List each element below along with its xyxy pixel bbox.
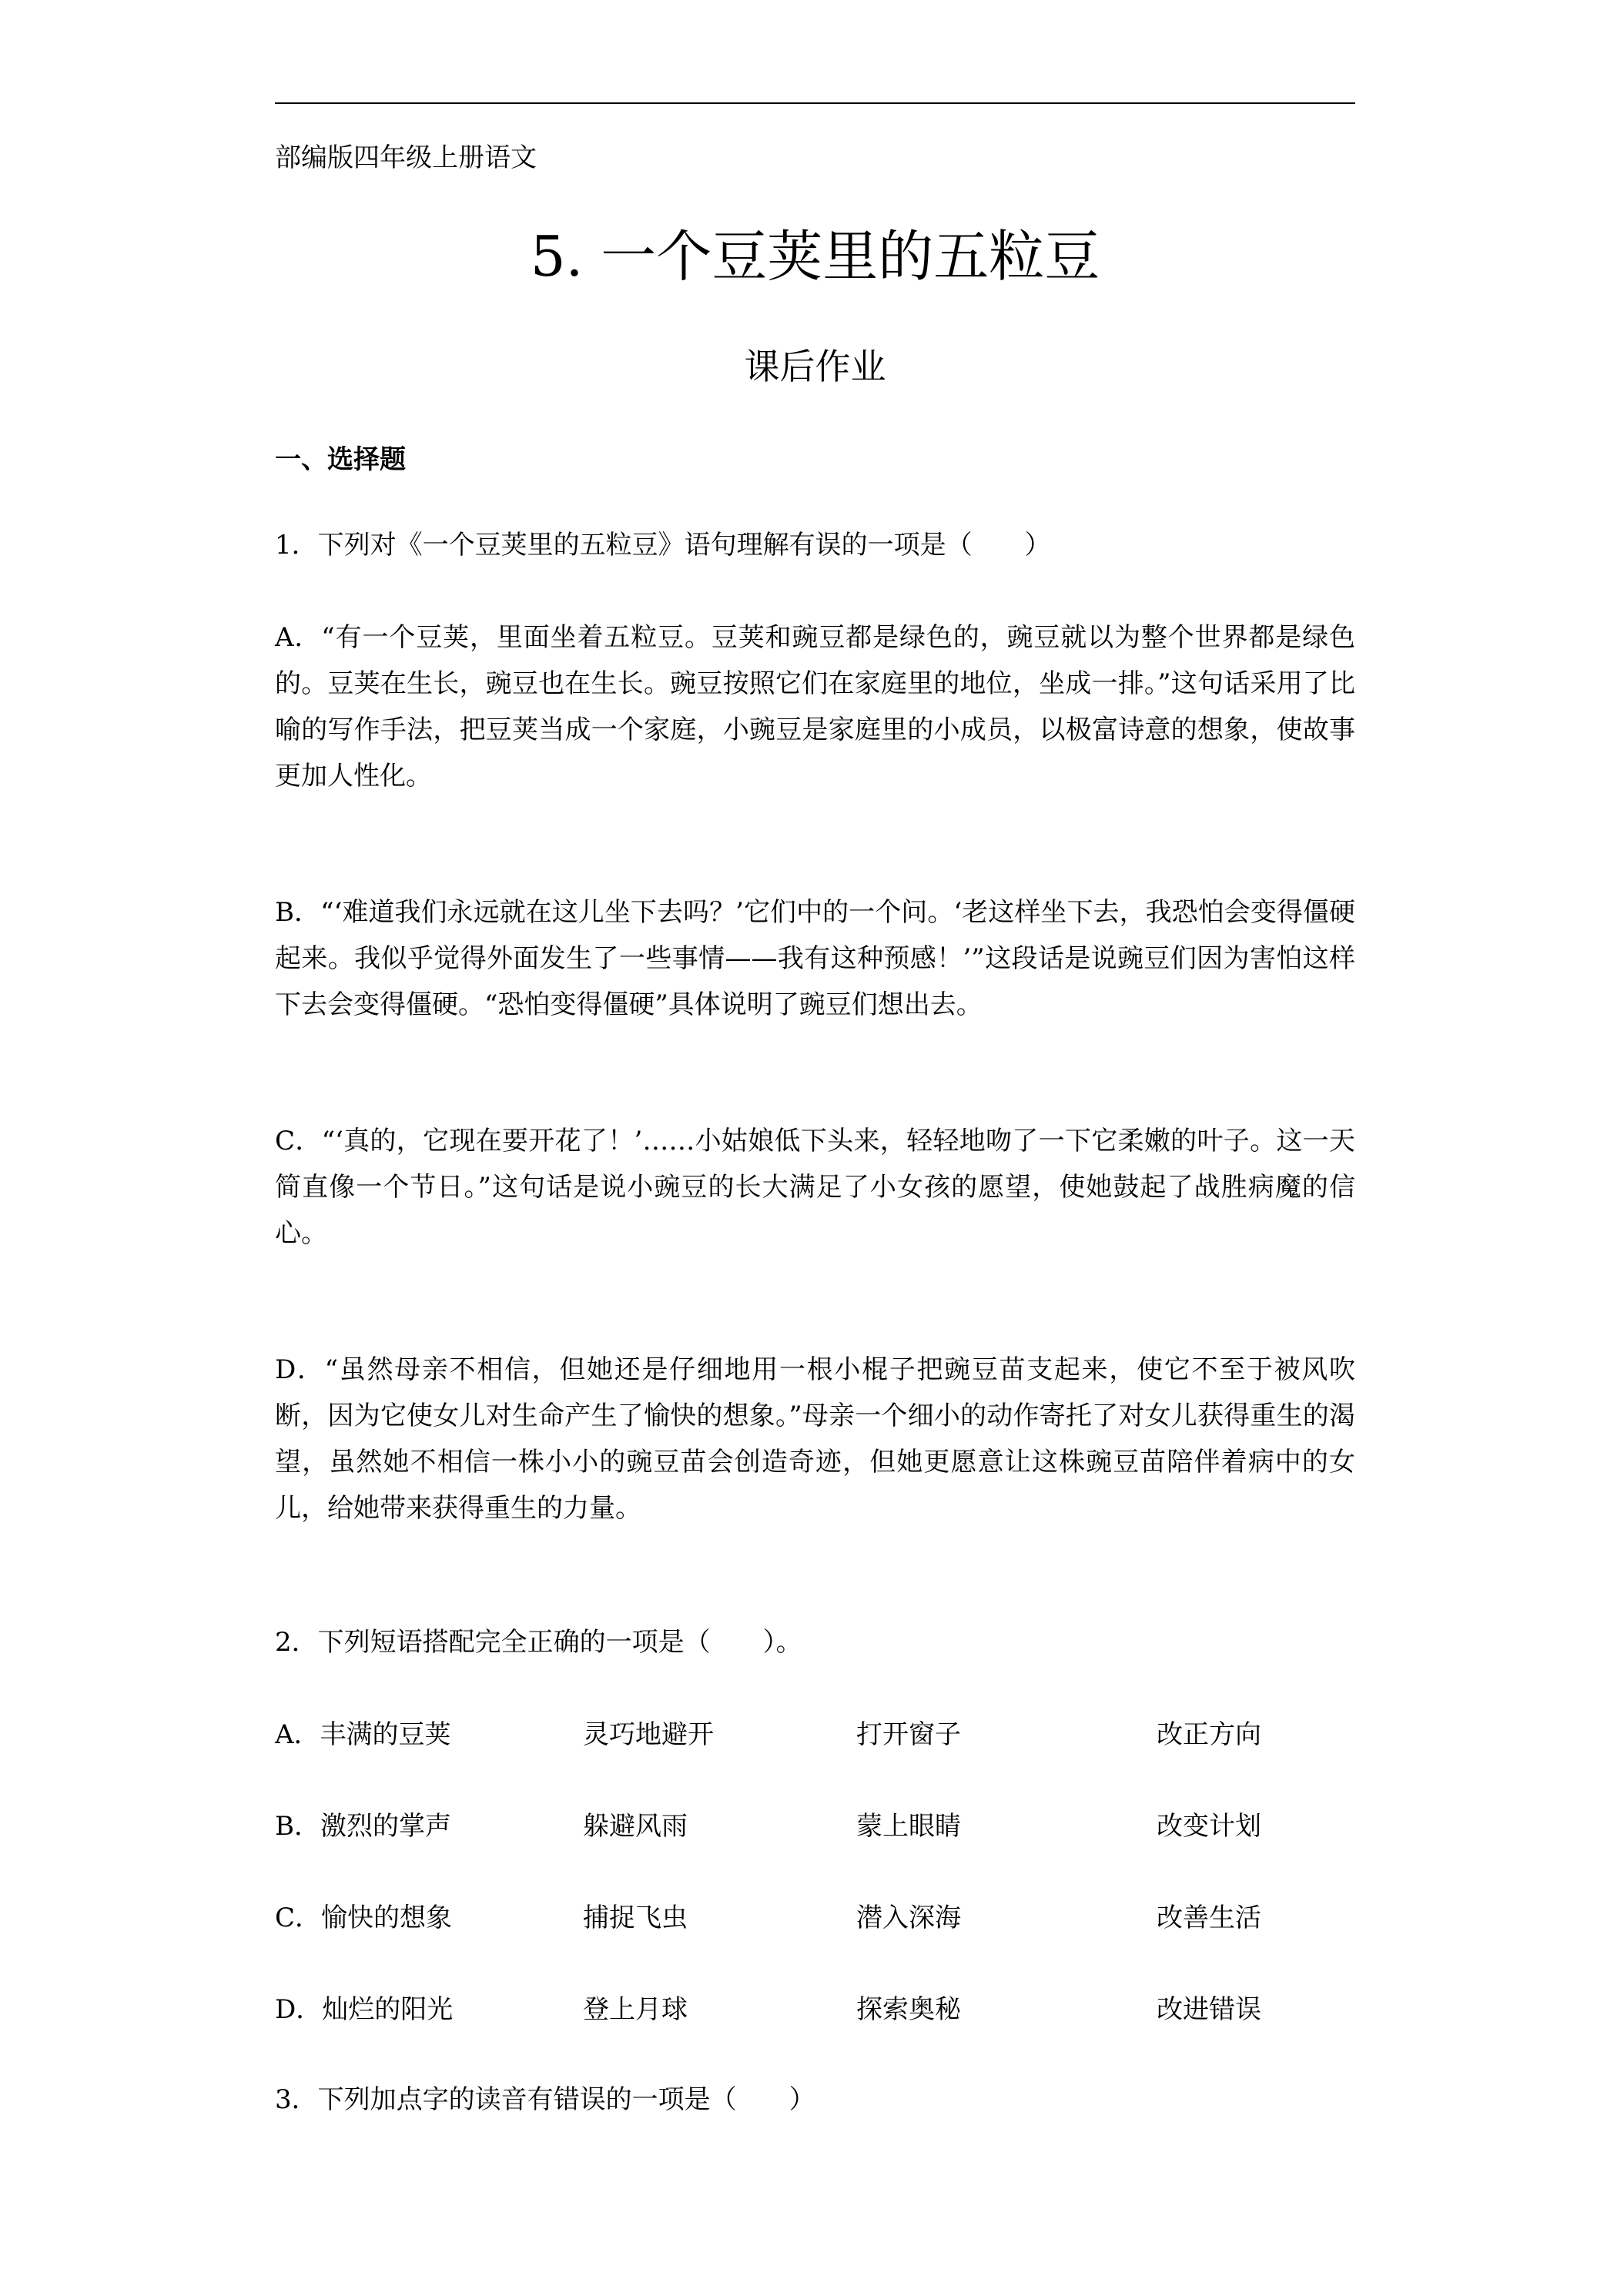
- phrase: 蒙上眼睛: [856, 1811, 961, 1842]
- question-1-option-a: A．“有一个豆荚，里面坐着五粒豆。豆荚和豌豆都是绿色的，豌豆就以为整个世界都是绿色的。豆荚在生长，豌豆也在生长。豌豆按照它们在家庭里的地位，坐成一排。”这句话采用了比喻的写作手法，把豆荚当成一个家庭，小豌豆是家庭里的小成员，以极富诗意的想象，使故事更加人性化。: [275, 622, 1355, 792]
- homework-subtitle: 课后作业: [744, 346, 886, 387]
- phrase: 登上月球: [583, 1994, 688, 2025]
- phrase: 改正方向: [1157, 1719, 1261, 1750]
- phrase: 捕捉飞虫: [583, 1903, 688, 1933]
- phrase: 改进错误: [1157, 1994, 1261, 2025]
- phrase: C．愉快的想象: [275, 1903, 453, 1933]
- phrase: 潜入深海: [856, 1903, 961, 1933]
- phrase: B．激烈的掌声: [275, 1811, 451, 1842]
- question-2-stem: 2．下列短语搭配完全正确的一项是（ ）。: [275, 1627, 802, 1658]
- question-2-option-c: [275, 1899, 1355, 1937]
- phrase: 灵巧地避开: [583, 1719, 714, 1750]
- question-1-option-c: C．“‘真的，它现在要开花了！’……小姑娘低下头来，轻轻地吻了一下它柔嫩的叶子。这一天简直像一个节日。”这句话是说小豌豆的长大满足了小女孩的愿望，使她鼓起了战胜病魔的信心。: [275, 1126, 1355, 1249]
- phrase: 打开窗子: [856, 1719, 961, 1750]
- phrase: 探索奥秘: [856, 1994, 961, 2025]
- phrase: 改变计划: [1157, 1811, 1261, 1842]
- phrase: A．丰满的豆荚: [275, 1719, 451, 1750]
- header-rule: [275, 102, 1355, 104]
- lesson-title: 5. 一个豆荚里的五粒豆: [530, 224, 1100, 289]
- phrase: 改善生活: [1157, 1903, 1261, 1933]
- question-1-option-d: D．“虽然母亲不相信，但她还是仔细地用一根小棍子把豌豆苗支起来，使它不至于被风吹断，因为它使女儿对生命产生了愉快的想象。”母亲一个细小的动作寄托了对女儿获得重生的渴望，虽然她不相信一株小小的豌豆苗会创造奇迹，但她更愿意让这株豌豆苗陪伴着病中的女儿，给她带来获得重生的力量。: [275, 1354, 1355, 1524]
- subject-header: 部编版四年级上册语文: [275, 142, 537, 173]
- section-heading: 一、选择题: [275, 444, 406, 475]
- phrase: 躲避风雨: [583, 1811, 688, 1842]
- phrase: D．灿烂的阳光: [275, 1994, 454, 2025]
- question-2-option-b: [275, 1807, 1355, 1846]
- question-2-option-d: [275, 1990, 1355, 2029]
- question-1-stem: 1．下列对《一个豆荚里的五粒豆》语句理解有误的一项是（ ）: [275, 530, 1051, 561]
- question-1-option-b: B．“‘难道我们永远就在这儿坐下去吗？’它们中的一个问。‘老这样坐下去，我恐怕会变得僵硬起来。我似乎觉得外面发生了一些事情——我有这种预感！’”这段话是说豌豆们因为害怕这样下去会变得僵硬。“恐怕变得僵硬”具体说明了豌豆们想出去。: [275, 897, 1355, 1020]
- question-3-stem: 3．下列加点字的读音有错误的一项是（ ）: [275, 2084, 815, 2115]
- question-2-option-a: [275, 1715, 1355, 1754]
